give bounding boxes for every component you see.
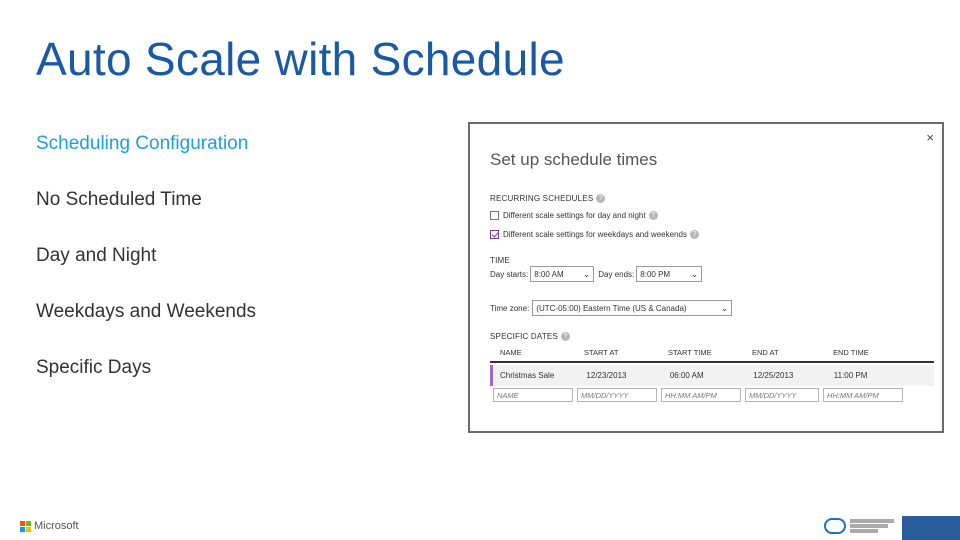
day-starts-select[interactable] (530, 266, 594, 282)
col-start-time: START TIME (668, 348, 712, 357)
corner-accent (902, 516, 960, 540)
time-heading: TIME (490, 256, 510, 265)
bullet-day-and-night: Day and Night (36, 245, 157, 266)
schedule-dialog (468, 122, 944, 433)
brand-name: Microsoft (34, 520, 79, 532)
table-row[interactable] (490, 365, 934, 386)
start-at-input[interactable] (577, 388, 657, 402)
option-weekdays-weekends-label: Different scale settings for weekdays and weekends (503, 230, 687, 239)
dialog-title: Set up schedule times (490, 150, 658, 169)
bullet-specific-days: Specific Days (36, 357, 152, 378)
close-icon[interactable]: × (926, 130, 934, 145)
time-row: Day starts : 8:00 AM ⌄ Day ends : 8:00 PM ⌄ (490, 266, 702, 282)
event-logo-icon (824, 518, 846, 534)
event-logo (824, 518, 900, 534)
start-time-input[interactable] (661, 388, 741, 402)
chevron-down-icon: ⌄ (582, 268, 591, 279)
col-name: NAME (500, 348, 522, 357)
name-input[interactable] (493, 388, 573, 402)
help-icon[interactable]: ? (649, 211, 658, 220)
microsoft-logo-icon (20, 521, 31, 532)
option-weekdays-weekends[interactable] (490, 230, 699, 239)
help-icon[interactable]: ? (596, 194, 605, 203)
bullet-no-scheduled-time: No Scheduled Time (36, 189, 202, 210)
slide-title: Auto Scale with Schedule (36, 33, 565, 85)
day-ends-value: 8:00 PM (640, 269, 671, 279)
chevron-down-icon: ⌄ (690, 268, 699, 279)
checkbox-day-night[interactable] (490, 211, 499, 220)
end-time-input[interactable] (823, 388, 903, 402)
day-ends-select[interactable] (636, 266, 702, 282)
recurring-heading (490, 194, 605, 203)
option-day-night[interactable] (490, 211, 658, 220)
help-icon[interactable]: ? (561, 332, 570, 341)
end-at-input[interactable] (745, 388, 819, 402)
specific-dates-heading (490, 332, 570, 341)
chevron-down-icon: ⌄ (720, 302, 729, 313)
specific-dates-heading-label: SPECIFIC DATES (490, 332, 558, 341)
bullet-list (36, 130, 256, 410)
time-zone-value: (UTC-05:00) Eastern Time (US & Canada) (536, 303, 687, 313)
help-icon[interactable]: ? (690, 230, 699, 239)
option-day-night-label: Different scale settings for day and night (503, 211, 646, 220)
bullet-weekdays-weekends: Weekdays and Weekends (36, 301, 257, 322)
bullet-scheduling-configuration: Scheduling Configuration (36, 133, 249, 154)
event-logo-text (850, 518, 900, 534)
specific-dates-table (490, 348, 934, 402)
time-zone-label: Time zone (490, 303, 528, 313)
cell-end-at: 12/25/2013 (753, 371, 794, 380)
new-date-row (490, 388, 934, 402)
day-starts-label: Day starts (490, 269, 527, 279)
cell-name: Christmas Sale (500, 371, 555, 380)
day-ends-label: Day ends (598, 269, 633, 279)
cell-start-at: 12/23/2013 (586, 371, 627, 380)
cell-end-time: 11:00 PM (833, 371, 868, 380)
time-zone-select[interactable] (532, 300, 732, 316)
microsoft-brand (20, 520, 79, 532)
col-end-time: END TIME (833, 348, 869, 357)
day-starts-value: 8:00 AM (534, 269, 564, 279)
col-start-at: START AT (584, 348, 619, 357)
recurring-heading-label: RECURRING SCHEDULES (490, 194, 594, 203)
timezone-row: Time zone : (UTC-05:00) Eastern Time (US & Canada) ⌄ (490, 300, 732, 316)
col-end-at: END AT (752, 348, 779, 357)
checkbox-weekdays-weekends[interactable] (490, 230, 499, 239)
table-header (490, 348, 934, 363)
cell-start-time: 06:00 AM (669, 371, 704, 380)
